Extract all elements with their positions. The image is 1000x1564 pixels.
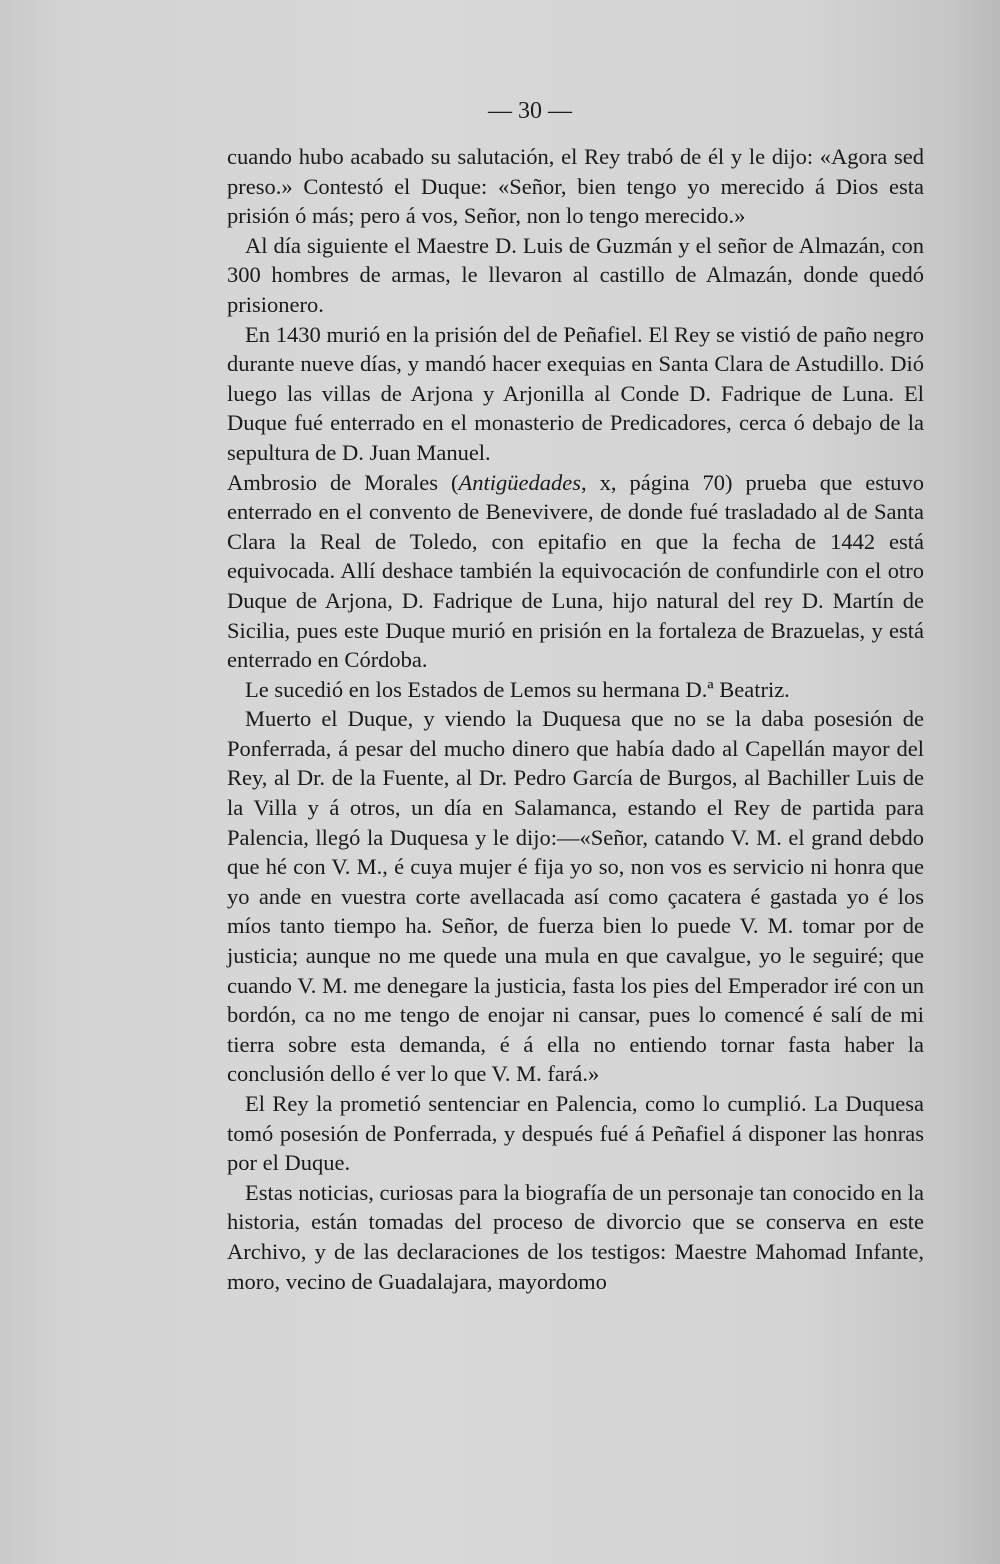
paragraph: El Rey la prometió sentenciar en Palencia, como lo cumplió. La Duquesa tomó posesión de Ponferrada, y después fué á Peñafiel á disponer las honras por el Duque.	[227, 1091, 924, 1176]
paragraph: Estas noticias, curiosas para la biografía de un personaje tan conocido en la historia, están tomadas del proceso de divorcio que se conserva en este Archivo, y de las declaraciones de los testigos: Maestre Mahomad Infante, moro, vecino de Guadalajara, mayordomo	[227, 1179, 924, 1294]
paragraph	[227, 468, 924, 675]
paragraph: cuando hubo acabado su salutación, el Rey trabó de él y le dijo: «Agora sed preso.» Contestó el Duque: «Señor, bien tengo yo merecido á Dios esta prisión ó más; pero á vos, Señor, non lo tengo merecido.»	[227, 144, 924, 229]
paragraph-text: Ambrosio de Morales (	[227, 469, 459, 495]
page-number: — 30 —	[488, 98, 572, 124]
paragraph: Le sucedió en los Estados de Lemos su hermana D.ª Beatriz.	[245, 676, 790, 702]
paragraph: En 1430 murió en la prisión del de Peñafiel. El Rey se vistió de paño negro durante nueve días, y mandó hacer exequias en Santa Clara de Astudillo. Dió luego las villas de Arjona y Arjonilla al Conde D. Fadrique de Luna. El Duque fué enterrado en el monasterio de Predicadores, cerca ó debajo de la sepultura de D. Juan Manuel.	[227, 321, 924, 465]
body-text	[227, 142, 924, 1296]
paragraph: Muerto el Duque, y viendo la Duquesa que no se la daba posesión de Ponferrada, á pesar del mucho dinero que había dado al Capellán mayor del Rey, al Dr. de la Fuente, al Dr. Pedro García de Burgos, al Bachiller Luis de la Villa y á otros, un día en Salamanca, estando el Rey de partida para Palencia, llegó la Duquesa y le dijo:—«Señor, catando V. M. el grand debdo que hé con V. M., é cuya mujer é fija yo so, non vos es servicio ni honra que yo ande en vuestra corte avellacada así como çacatera é gastada yo é los míos tanto tiempo ha. Señor, de fuerza bien lo puede V. M. tomar por de justicia; aunque no me quede una mula en que cavalgue, yo le seguiré; que cuando V. M. me denegare la justicia, fasta los pies del Emperador iré con un bordón, ca no me tengo de enojar ni cansar, pues lo comencé é salí de mi tierra sobre esta demanda, é á ella no entiendo tornar fasta haber la conclusión dello é ver lo que V. M. fará.»	[227, 706, 924, 1087]
paragraph: Al día siguiente el Maestre D. Luis de Guzmán y el señor de Almazán, con 300 hombres de armas, le llevaron al castillo de Almazán, donde quedó prisionero.	[227, 232, 924, 317]
paragraph-text: , x, página 70) prueba que estuvo enterrado en el convento de Benevivere, de donde fué trasladado al de Santa Clara la Real de Toledo, con epitafio en que la fecha de 1442 está equivocada. Allí deshace también la equivocación de confundirle con el otro Duque de Arjona, D. Fadrique de Luna, hijo natural del rey D. Martín de Sicilia, pues este Duque murió en prisión en la fortaleza de Brazuelas, y está enterrado en Córdoba.	[227, 469, 924, 673]
book-title-italic: Antigüedades	[458, 469, 581, 495]
